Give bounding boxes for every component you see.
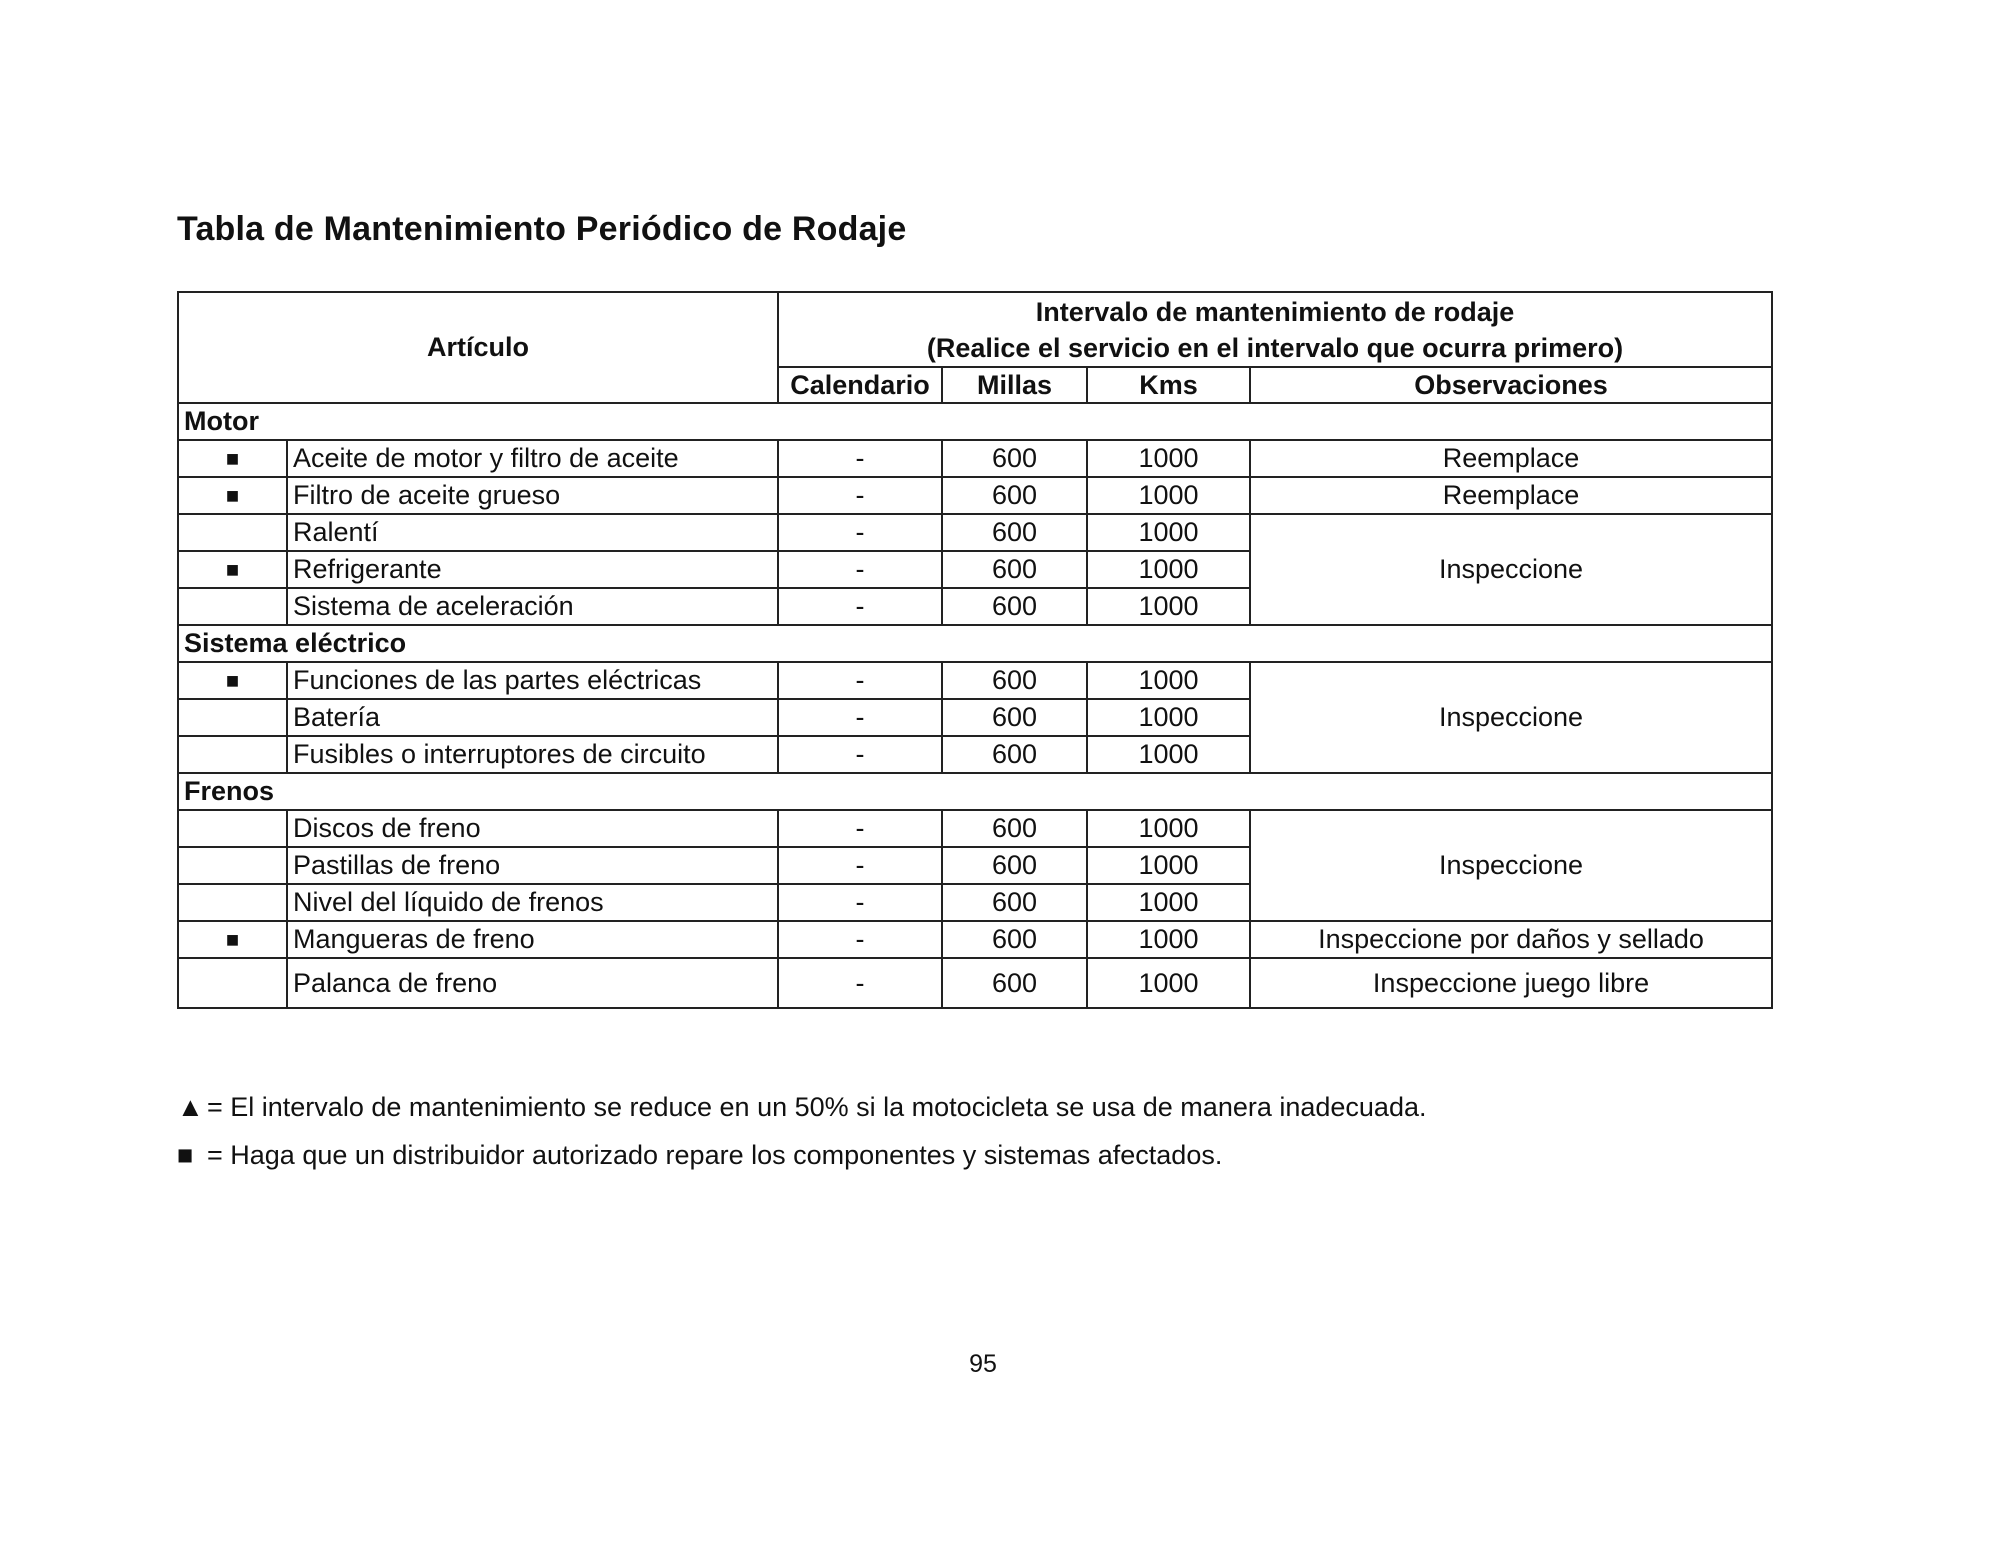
miles-cell: 600 [942, 810, 1087, 847]
triangle-icon: ▲ [177, 1092, 204, 1122]
dealer-service-mark: ■ [178, 551, 287, 588]
legend-text: = Haga que un distribuidor autorizado repare los componentes y sistemas afectados. [207, 1140, 1223, 1170]
square-icon: ■ [177, 1140, 194, 1170]
dealer-service-mark [178, 699, 287, 736]
kms-cell: 1000 [1087, 884, 1250, 921]
header-calendar: Calendario [778, 367, 942, 403]
item-name: Sistema de aceleración [287, 588, 778, 625]
section-row-brakes [178, 773, 1772, 810]
dealer-service-mark: ■ [178, 477, 287, 514]
dealer-service-mark [178, 588, 287, 625]
header-interval [778, 292, 1772, 367]
item-name: Filtro de aceite grueso [287, 477, 778, 514]
calendar-cell: - [778, 736, 942, 773]
calendar-cell: - [778, 847, 942, 884]
miles-cell: 600 [942, 699, 1087, 736]
section-row-motor [178, 403, 1772, 440]
miles-cell: 600 [942, 551, 1087, 588]
kms-cell: 1000 [1087, 699, 1250, 736]
table-row [178, 958, 1772, 1008]
miles-cell: 600 [942, 662, 1087, 699]
table-row [178, 921, 1772, 958]
item-name: Batería [287, 699, 778, 736]
dealer-service-mark: ■ [178, 440, 287, 477]
kms-cell: 1000 [1087, 810, 1250, 847]
dealer-service-mark: ■ [178, 921, 287, 958]
observation-cell: Reemplace [1250, 477, 1772, 514]
dealer-service-mark [178, 884, 287, 921]
header-kms: Kms [1087, 367, 1250, 403]
header-observations: Observaciones [1250, 367, 1772, 403]
observation-cell: Inspeccione [1250, 662, 1772, 773]
kms-cell: 1000 [1087, 847, 1250, 884]
kms-cell: 1000 [1087, 662, 1250, 699]
table-row [178, 810, 1772, 847]
kms-cell: 1000 [1087, 958, 1250, 1008]
calendar-cell: - [778, 514, 942, 551]
dealer-service-mark [178, 514, 287, 551]
calendar-cell: - [778, 588, 942, 625]
dealer-service-mark: ■ [178, 662, 287, 699]
legend-item-square [177, 1140, 1222, 1171]
observation-cell: Inspeccione juego libre [1250, 958, 1772, 1008]
table-row [178, 514, 1772, 551]
item-name: Refrigerante [287, 551, 778, 588]
dealer-service-mark [178, 736, 287, 773]
calendar-cell: - [778, 440, 942, 477]
observation-cell: Reemplace [1250, 440, 1772, 477]
dealer-service-mark [178, 958, 287, 1008]
miles-cell: 600 [942, 847, 1087, 884]
miles-cell: 600 [942, 588, 1087, 625]
item-name: Ralentí [287, 514, 778, 551]
section-label: Sistema eléctrico [178, 625, 1772, 662]
calendar-cell: - [778, 958, 942, 1008]
item-name: Nivel del líquido de frenos [287, 884, 778, 921]
calendar-cell: - [778, 884, 942, 921]
item-name: Discos de freno [287, 810, 778, 847]
kms-cell: 1000 [1087, 440, 1250, 477]
header-interval-line1: Intervalo de mantenimiento de rodaje [1035, 296, 1515, 327]
section-row-electrical [178, 625, 1772, 662]
header-miles: Millas [942, 367, 1087, 403]
section-label: Motor [178, 403, 1772, 440]
kms-cell: 1000 [1087, 736, 1250, 773]
calendar-cell: - [778, 477, 942, 514]
header-interval-line2: (Realice el servicio en el intervalo que ocurra primero) [926, 332, 1624, 363]
kms-cell: 1000 [1087, 514, 1250, 551]
item-name: Aceite de motor y filtro de aceite [287, 440, 778, 477]
table-row [178, 662, 1772, 699]
kms-cell: 1000 [1087, 921, 1250, 958]
miles-cell: 600 [942, 440, 1087, 477]
item-name: Fusibles o interruptores de circuito [287, 736, 778, 773]
observation-cell: Inspeccione [1250, 810, 1772, 921]
calendar-cell: - [778, 921, 942, 958]
section-label: Frenos [178, 773, 1772, 810]
kms-cell: 1000 [1087, 551, 1250, 588]
dealer-service-mark [178, 847, 287, 884]
legend-text: = El intervalo de mantenimiento se reduce en un 50% si la motocicleta se usa de manera inadecuada. [207, 1092, 1427, 1122]
observation-cell: Inspeccione [1250, 514, 1772, 625]
miles-cell: 600 [942, 736, 1087, 773]
calendar-cell: - [778, 662, 942, 699]
maintenance-table [177, 291, 1773, 1009]
table-row [178, 440, 1772, 477]
kms-cell: 1000 [1087, 477, 1250, 514]
observation-cell: Inspeccione por daños y sellado [1250, 921, 1772, 958]
item-name: Palanca de freno [287, 958, 778, 1008]
page-title: Tabla de Mantenimiento Periódico de Rodaje [177, 210, 907, 248]
calendar-cell: - [778, 810, 942, 847]
calendar-cell: - [778, 551, 942, 588]
calendar-cell: - [778, 699, 942, 736]
miles-cell: 600 [942, 514, 1087, 551]
miles-cell: 600 [942, 884, 1087, 921]
item-name: Mangueras de freno [287, 921, 778, 958]
miles-cell: 600 [942, 477, 1087, 514]
dealer-service-mark [178, 810, 287, 847]
miles-cell: 600 [942, 921, 1087, 958]
table-row [178, 477, 1772, 514]
page-number: 95 [969, 1350, 997, 1378]
kms-cell: 1000 [1087, 588, 1250, 625]
header-article: Artículo [178, 292, 778, 403]
legend-item-triangle [177, 1092, 1426, 1123]
miles-cell: 600 [942, 958, 1087, 1008]
item-name: Funciones de las partes eléctricas [287, 662, 778, 699]
item-name: Pastillas de freno [287, 847, 778, 884]
